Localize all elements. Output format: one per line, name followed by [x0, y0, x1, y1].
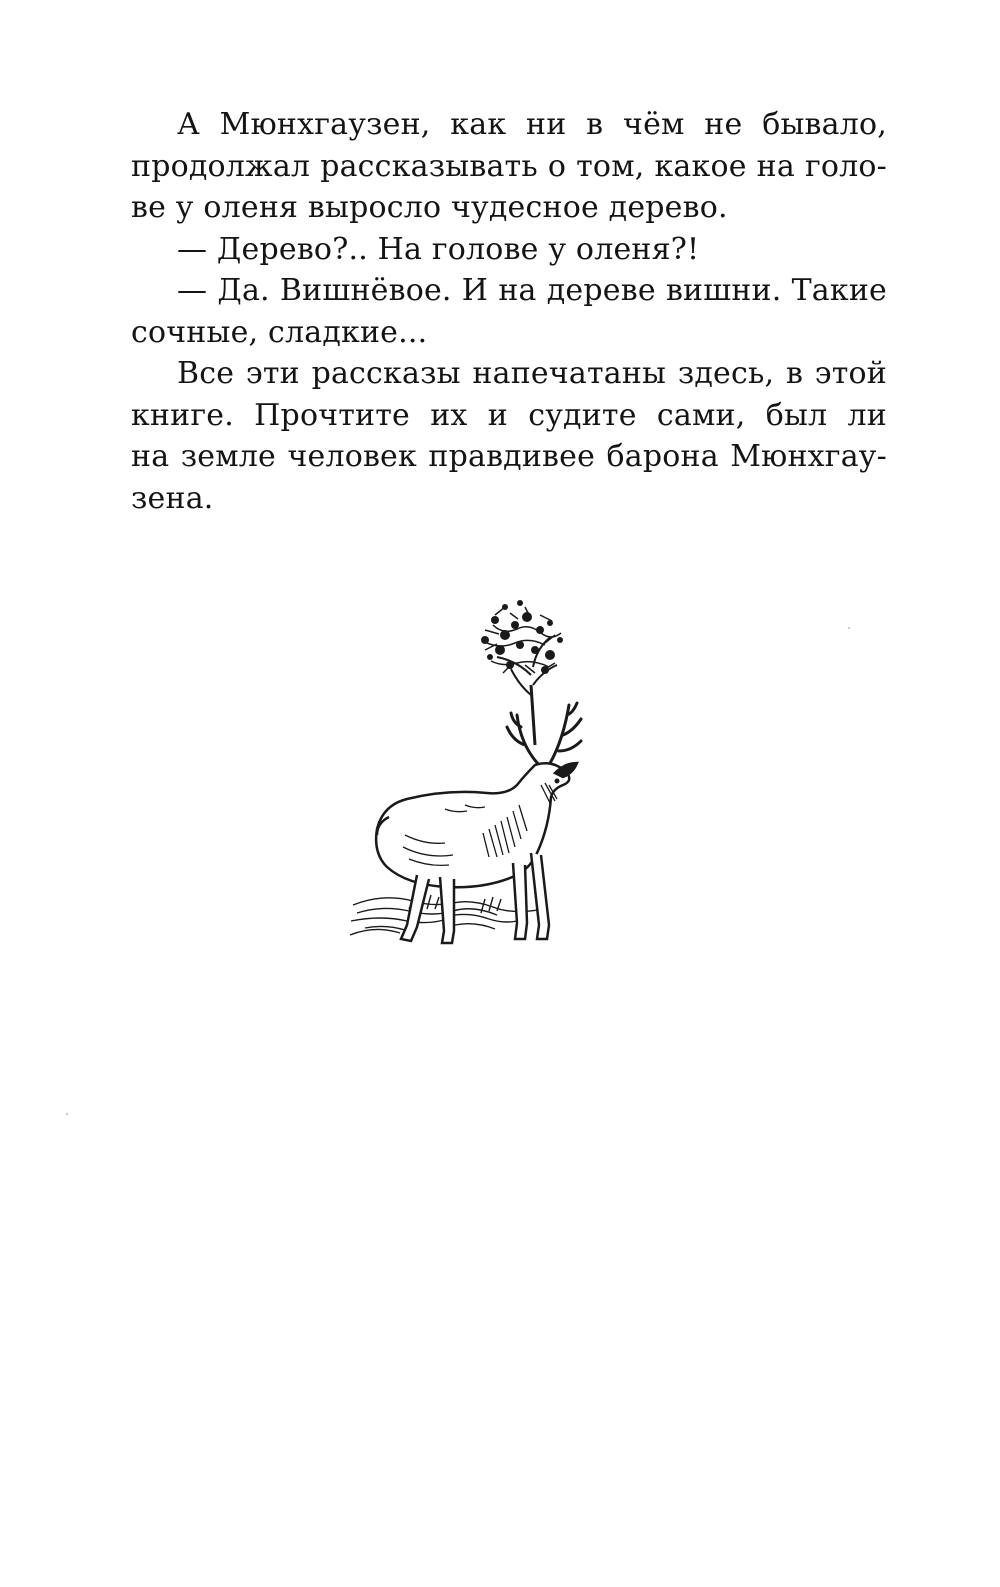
- paragraph-1: [131, 104, 887, 229]
- deer-with-cherry-tree-icon: [345, 595, 595, 970]
- cherry-tree: [481, 600, 563, 745]
- paragraph-2: [131, 229, 887, 271]
- text-line: ве у оленя выросло чудесное дерево.: [131, 190, 728, 225]
- paper-speck: [848, 627, 850, 629]
- text-line: сочные, сладкие...: [131, 314, 428, 350]
- paragraph-4: [131, 353, 887, 519]
- deer-eye-icon: [555, 779, 560, 784]
- text-line: А Мюнхгаузен, как ни в чём не бывало,: [177, 107, 887, 142]
- text-line: продолжал рассказывать о том, какое на голо-: [131, 148, 887, 184]
- paper-speck: [66, 1113, 68, 1115]
- text-line: Все эти рассказы напечатаны здесь, в этой: [177, 356, 887, 391]
- paragraph-3: [131, 270, 887, 353]
- text-line: — Дерево?.. На голове у оленя?!: [177, 231, 700, 267]
- text-line: зена.: [131, 480, 214, 516]
- text-line: на земле человек правдивее барона Мюнхгау-: [131, 439, 887, 474]
- text-line: — Да. Вишнёвое. И на дереве вишни. Такие: [177, 273, 887, 308]
- antlers: [507, 703, 581, 767]
- text-line: книге. Прочтите их и судите сами, был ли: [131, 397, 887, 433]
- page-text: [131, 104, 887, 519]
